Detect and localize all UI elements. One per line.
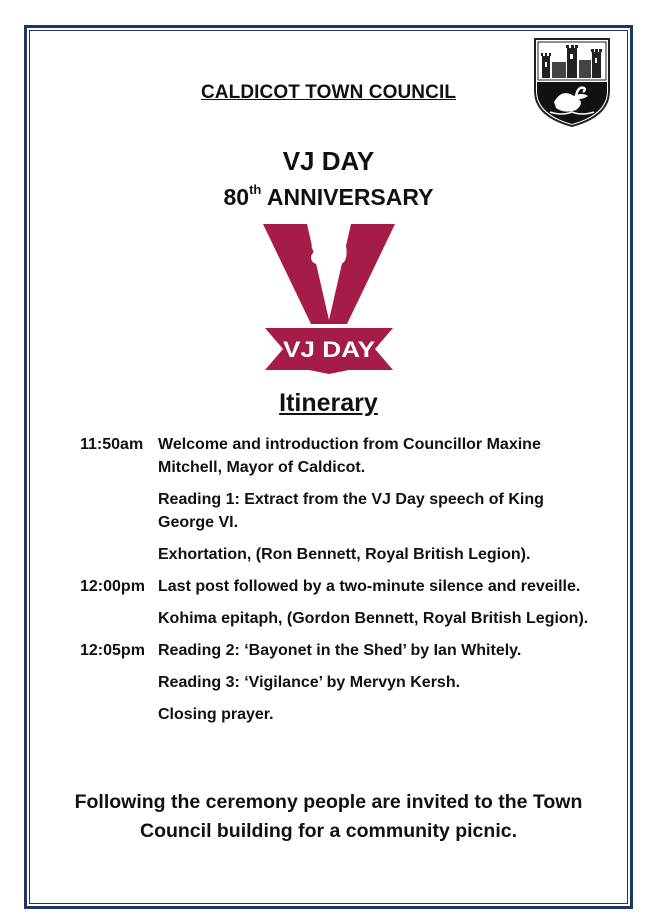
itinerary-list (80, 433, 600, 726)
itinerary-item (80, 607, 600, 630)
event-title: VJ DAY (282, 146, 375, 176)
item-text: Kohima epitaph, (Gordon Bennett, Royal British Legion). (158, 610, 589, 627)
item-text: Closing prayer. (158, 706, 274, 723)
item-text: Welcome and introduction from Councillor Maxine Mitchell, Mayor of Caldicot. (158, 436, 541, 476)
itinerary-item (80, 671, 600, 694)
footer-invitation: Following the ceremony people are invited to the Town Council building for a community picnic. (74, 791, 583, 842)
caldicot-crest-icon (532, 36, 612, 128)
itinerary-item (80, 488, 600, 534)
itinerary-heading: Itinerary (279, 389, 378, 417)
item-text: Reading 1: Extract from the VJ Day speech of King George VI. (158, 491, 544, 531)
vj-day-80-emblem (263, 224, 395, 374)
itinerary-item (80, 433, 600, 479)
item-time: 11:50am (80, 436, 144, 453)
organisation-title: CALDICOT TOWN COUNCIL (200, 82, 457, 103)
emblem-banner-text: VJ DAY (283, 337, 376, 362)
item-text: Reading 2: ‘Bayonet in the Shed’ by Ian Whitely. (158, 642, 522, 659)
item-time: 12:00pm (80, 578, 145, 595)
item-time: 12:05pm (80, 642, 145, 659)
anniversary-number: 80 (223, 184, 250, 210)
itinerary-item (80, 575, 600, 598)
itinerary-item (80, 703, 600, 726)
item-text: Last post followed by a two-minute silence and reveille. (158, 578, 581, 595)
item-text: Exhortation, (Ron Bennett, Royal British Legion). (158, 546, 531, 563)
anniversary-ordinal: th (249, 182, 262, 198)
anniversary-label: ANNIVERSARY (261, 184, 434, 210)
item-text: Reading 3: ‘Vigilance’ by Mervyn Kersh. (158, 674, 461, 691)
itinerary-item (80, 639, 600, 662)
anniversary-title (0, 184, 657, 211)
itinerary-item (80, 543, 600, 566)
emblem-number: 80 (310, 234, 348, 272)
